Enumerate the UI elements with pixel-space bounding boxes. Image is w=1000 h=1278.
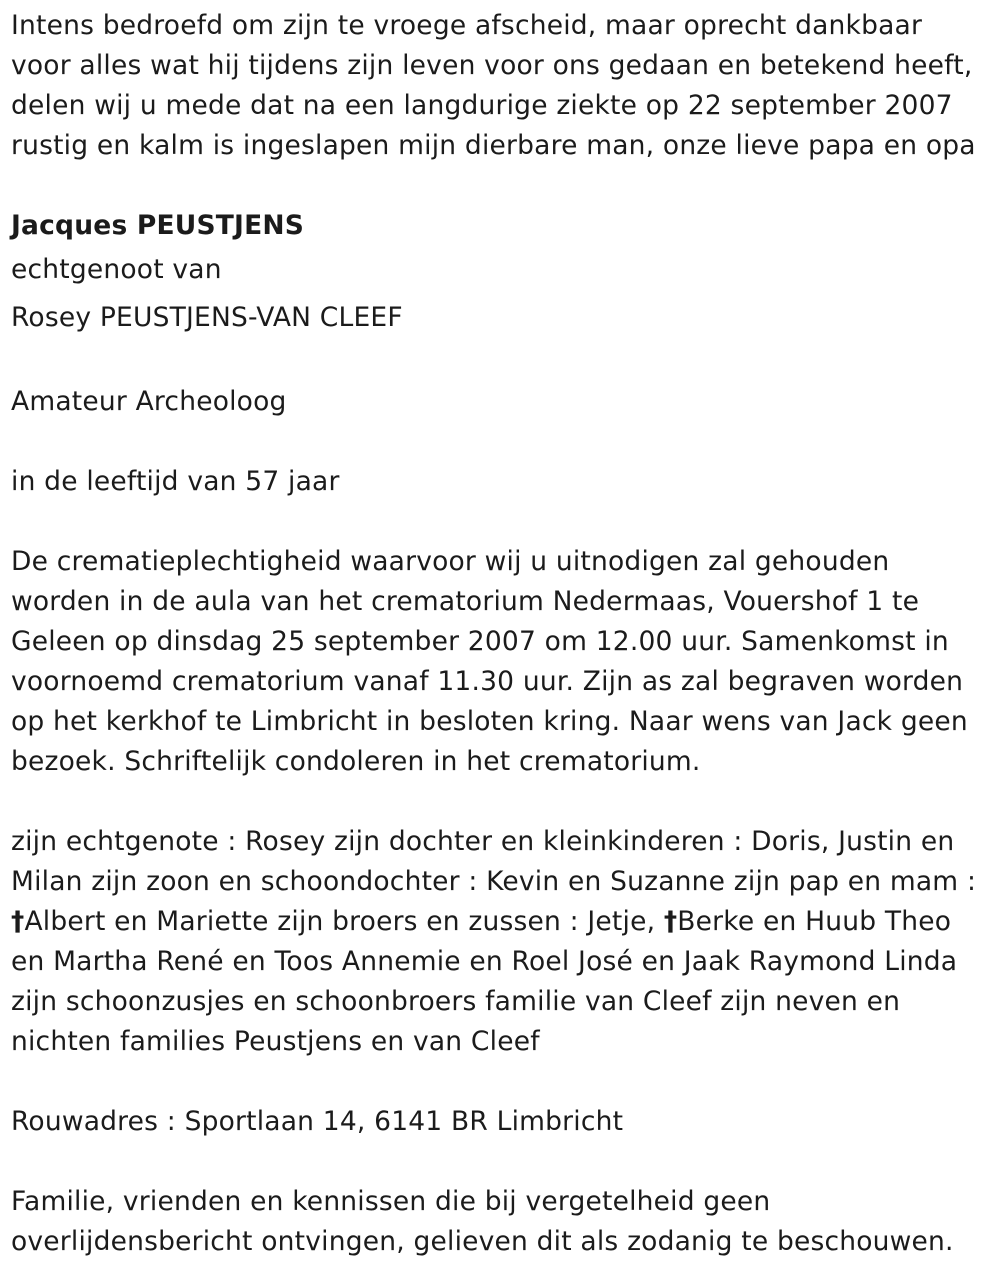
ceremony-paragraph: De crematieplechtigheid waarvoor wij u uitnodigen zal gehouden worden in de aula van het crematorium Nedermaas, Vouershof 1 te Geleen op dinsdag 25 september 2007 om 12.00 uur. Samenkomst in voornoemd crematorium vanaf 11.30 uur. Zijn as zal begraven worden op het kerkhof te Limbricht in besloten kring. Naar wens van Jack geen bezoek. Schriftelijk condoleren in het crematorium. bbox=[11, 546, 968, 777]
age-line: in de leeftijd van 57 jaar bbox=[11, 466, 340, 497]
spouse-name: Rosey PEUSTJENS-VAN CLEEF bbox=[11, 302, 403, 333]
cross-icon: † bbox=[663, 906, 678, 937]
family-text-part2: Albert en Mariette zijn broers en zussen : Jetje, bbox=[24, 906, 664, 937]
deceased-block bbox=[11, 206, 990, 342]
deceased-name: Jacques PEUSTJENS bbox=[11, 210, 305, 241]
mourning-address: Rouwadres : Sportlaan 14, 6141 BR Limbricht bbox=[11, 1106, 624, 1137]
intro-paragraph: Intens bedroefd om zijn te vroege afscheid, maar oprecht dankbaar voor alles wat hij tijdens zijn leven voor ons gedaan en betekend heeft, delen wij u mede dat na een langdurige ziekte op 22 september 2007 rustig en kalm is ingeslapen mijn dierbare man, onze lieve papa en opa bbox=[11, 10, 976, 161]
occupation: Amateur Archeoloog bbox=[11, 386, 287, 417]
family-text-part1: zijn echtgenote : Rosey zijn dochter en kleinkinderen : Doris, Justin en Milan zijn zoon en schoondochter : Kevin en Suzanne zijn pap en mam : bbox=[11, 826, 977, 897]
closing-paragraph: Familie, vrienden en kennissen die bij vergetelheid geen overlijdensbericht ontvingen, gelieven dit als zodanig te beschouwen. bbox=[11, 1186, 954, 1257]
cross-icon: † bbox=[11, 906, 25, 937]
family-paragraph bbox=[11, 822, 990, 1062]
spouse-label: echtgenoot van bbox=[11, 254, 222, 285]
family-text-part3: Berke en Huub Theo en Martha René en Toos Annemie en Roel José en Jaak Raymond Linda zijn schoonzusjes en schoonbroers familie van Cleef zijn neven en nichten families Peustjens en van Cleef bbox=[11, 906, 958, 1057]
